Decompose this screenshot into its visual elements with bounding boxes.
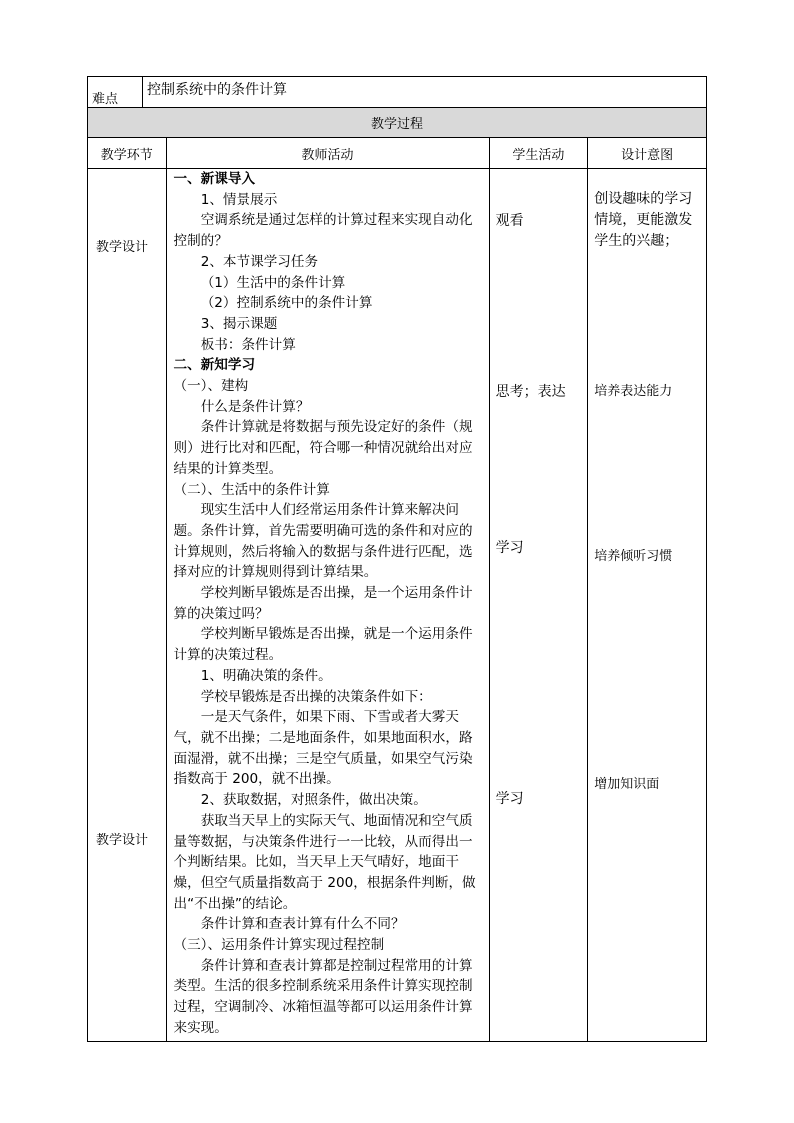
heading-intro: 一、新课导入: [173, 171, 256, 187]
stage-label: 教学设计: [96, 240, 149, 255]
student-activity: 学习: [495, 540, 524, 556]
stage-label: 教学设计: [96, 833, 149, 848]
activity-line: 1、明确决策的条件。: [200, 667, 332, 684]
difficulty-table: [87, 76, 707, 108]
activity-line: （2）控制系统中的条件计算: [200, 295, 373, 312]
activity-line: 1、情景展示: [200, 191, 278, 208]
activity-line: 2、获取数据，对照条件，做出决策。: [200, 792, 427, 809]
header-student: 学生活动: [489, 138, 588, 169]
activity-paragraph: 条件计算就是将数据与预先设定好的条件（规则）进行比对和匹配，符合哪一种情况就给出对应结果的计算类型。: [173, 419, 473, 477]
difficulty-label: 难点: [88, 77, 143, 108]
design-intent: 创设趣味的学习情境，更能激发学生的兴趣；: [594, 191, 693, 249]
activity-paragraph: 空调系统是通过怎样的计算过程来实现自动化控制的？: [173, 212, 473, 250]
design-intent-cell: [588, 169, 707, 1042]
header-design: 设计意图: [588, 138, 707, 169]
activity-line: （一）、建构: [173, 378, 249, 395]
content-row: [88, 169, 707, 1042]
teacher-activity-cell: [166, 169, 489, 1042]
design-intent: 培养倾听习惯: [594, 549, 673, 564]
activity-line: 学校早锻炼是否出操的决策条件如下：: [200, 688, 432, 705]
student-activity: 学习: [495, 791, 524, 807]
activity-line: 什么是条件计算？: [200, 398, 310, 415]
activity-paragraph: 一是天气条件，如果下雨、下雪或者大雾天气，就不出操；二是地面条件，如果地面积水，路面湿滑，就不出操；三是空气质量，如果空气污染指数高于 200，就不出操。: [173, 709, 473, 788]
teaching-process-table: [87, 107, 707, 1042]
lesson-plan-page: [87, 76, 707, 1042]
activity-line: 条件计算和查表计算有什么不同？: [200, 916, 405, 933]
student-activity: 观看: [495, 213, 524, 229]
activity-paragraph: 条件计算和查表计算都是控制过程常用的计算类型。生活的很多控制系统采用条件计算实现控制过程，空调制冷、冰箱恒温等都可以运用条件计算来实现。: [173, 957, 473, 1036]
difficulty-value: 控制系统中的条件计算: [143, 77, 707, 108]
activity-line: （二）、生活中的条件计算: [173, 481, 330, 498]
header-row: [88, 138, 707, 169]
activity-paragraph: 现实生活中人们经常运用条件计算来解决问题。条件计算，首先需要明确可选的条件和对应的计算规则，然后将输入的数据与条件进行匹配，选择对应的计算规则得到计算结果。: [173, 502, 473, 581]
activity-paragraph: 学校判断早锻炼是否出操，就是一个运用条件计算的决策过程。: [173, 626, 473, 664]
activity-line: 2、本节课学习任务: [200, 253, 319, 270]
activity-paragraph: 获取当天早上的实际天气、地面情况和空气质量等数据，与决策条件进行一一比较，从而得出一个判断结果。比如，当天早上天气晴好，地面干燥，但空气质量指数高于 200，根据条件判断，做出“不出操”的结论。: [173, 812, 476, 912]
stage-cell: [88, 169, 167, 1042]
header-stage: 教学环节: [88, 138, 167, 169]
heading-new-knowledge: 二、新知学习: [173, 357, 256, 374]
activity-line: （1）生活中的条件计算: [200, 274, 346, 291]
header-teacher: 教师活动: [166, 138, 489, 169]
activity-paragraph: 学校判断早锻炼是否出操，是一个运用条件计算的决策过吗？: [173, 585, 473, 622]
section-title: 教学过程: [88, 108, 707, 138]
activity-line: 板书：条件计算: [200, 336, 296, 353]
design-intent: 增加知识面: [594, 777, 660, 792]
activity-line: （三）、运用条件计算实现过程控制: [173, 937, 385, 954]
activity-line: 3、揭示课题: [200, 315, 278, 332]
design-intent: 培养表达能力: [594, 384, 673, 399]
student-activity-cell: [489, 169, 588, 1042]
student-activity: 思考；表达: [495, 384, 566, 400]
